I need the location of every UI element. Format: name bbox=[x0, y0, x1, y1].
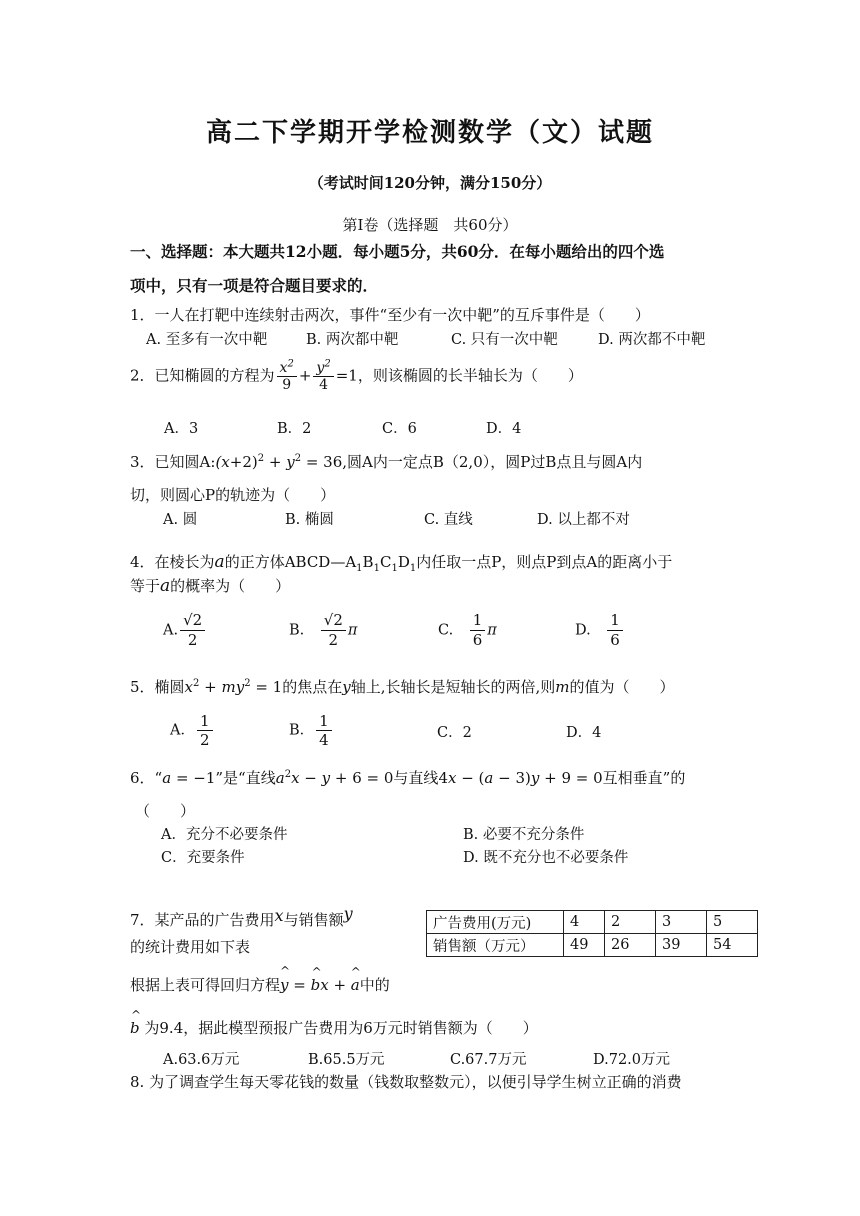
q3-circle-equation: (x bbox=[215, 453, 230, 471]
q4-option-c: C. $\frac{1}{6}$ π bbox=[438, 611, 497, 649]
q7-option-c: C.67.7万元 bbox=[450, 1052, 527, 1068]
exam-info: （考试时间120分钟，满分150分） bbox=[308, 174, 552, 192]
question-2-stem: 2．已知椭圆的方程为 $\frac{x^2}{9}$ + $\frac{y^2}{4}$ =1，则该椭圆的长半轴长为（ ） bbox=[130, 358, 583, 393]
q5-option-a-letter: A． bbox=[170, 722, 195, 739]
q2-option-a: A．3 bbox=[164, 421, 199, 437]
section-heading-line1: 一、选择题：本大题共12小题．每小题5分，共60分．在每小题给出的四个选 bbox=[130, 242, 665, 261]
q5-tail: 的值为（ ） bbox=[569, 678, 675, 696]
table-cell: 26 bbox=[605, 934, 656, 957]
volume-heading: 第Ⅰ卷（选择题 共60分） bbox=[342, 216, 518, 234]
q2-option-b: B．2 bbox=[277, 421, 312, 437]
question-5-stem: 5．椭圆$x^2 + my^2 = 1$的焦点在y轴上,长轴长是短轴长的两倍,则m的值为（ ） bbox=[130, 678, 675, 696]
q2-option-c: C．6 bbox=[382, 421, 417, 437]
q5-option-c: C．2 bbox=[437, 725, 472, 741]
question-7-line2: 的统计费用如下表 bbox=[130, 938, 251, 956]
question-7-line4: b ^ 为9.4，据此模型预报广告费用为6万元时销售额为（ ） bbox=[130, 1008, 538, 1037]
q6-prefix: 6．“ bbox=[130, 769, 163, 787]
q6-option-d: D. 既不充分也不必要条件 bbox=[463, 850, 629, 866]
question-4-line2: 等于a的概率为（ ） bbox=[130, 576, 291, 596]
q3-prefix: 3．已知圆A: bbox=[130, 453, 216, 471]
q6-mid1: ”是“直线 bbox=[215, 769, 276, 787]
q7-line3-suffix: 中的 bbox=[359, 976, 390, 994]
table-cell: 39 bbox=[656, 934, 707, 957]
q4-line2-prefix: 等于 bbox=[130, 577, 161, 595]
q6-suffix: 互相垂直”的 bbox=[602, 769, 686, 787]
q4-prefix: 4．在棱长为 bbox=[130, 553, 215, 571]
q2-suffix: ，则该椭圆的长半轴长为（ ） bbox=[357, 366, 583, 385]
question-3-stem: 3．已知圆$A:(x+2)^2 + y^2 = 36$,圆A内一定点B（2,0），圆P过B点且与圆A内 bbox=[130, 453, 643, 471]
table-cell: 5 bbox=[707, 911, 758, 934]
q5-option-b: B． $\frac{1}{4}$ bbox=[289, 712, 334, 749]
question-6-line2: （ ） bbox=[135, 802, 196, 820]
q7-option-d: D.72.0万元 bbox=[593, 1052, 671, 1068]
q1-option-c: C. 只有一次中靶 bbox=[451, 332, 558, 348]
q7-data-table bbox=[426, 910, 758, 957]
q5-option-b-letter: B． bbox=[289, 722, 315, 739]
q6-option-a: A．充分不必要条件 bbox=[161, 827, 288, 843]
table-row bbox=[427, 934, 758, 957]
section-heading-line2: 项中，只有一项是符合题目要求的． bbox=[130, 276, 379, 295]
q7-mid: 与销售额 bbox=[283, 911, 344, 929]
table-cell: 54 bbox=[707, 934, 758, 957]
q3-option-b: B. 椭圆 bbox=[285, 512, 334, 528]
q4-option-c-letter: C. bbox=[438, 622, 454, 639]
q1-option-a: A. 至多有一次中靶 bbox=[146, 332, 268, 348]
q4-suffix: 内任取一点P，则点P到点A的距离小于 bbox=[416, 553, 673, 571]
table-row-header: 销售额（万元） bbox=[427, 934, 564, 957]
q5-suffix: 轴上,长轴长是短轴长的两倍,则 bbox=[350, 678, 556, 696]
q3-mid: ,圆A内一定点B（2,0），圆P过B点且与圆A内 bbox=[342, 453, 643, 471]
q5-option-d: D．4 bbox=[566, 725, 602, 741]
question-7-stem: 7．某产品的广告费用x与销售额y bbox=[130, 904, 353, 929]
q4-option-a: A. $\frac{√2}{2}$ bbox=[163, 611, 207, 650]
q4-option-a-letter: A. bbox=[163, 622, 179, 639]
q1-option-d: D. 两次都不中靶 bbox=[598, 332, 706, 348]
q2-fraction-y: $\frac{y^2}{4}$ bbox=[313, 360, 333, 393]
question-6-stem: 6．“a = −1”是“直线$a^2x - y + 6 = 0$与直线4x − (a − 3)y + 9 = 0互相垂直”的 bbox=[130, 769, 686, 787]
q5-mid: 的焦点在 bbox=[282, 678, 343, 696]
q1-option-b: B. 两次都中靶 bbox=[306, 332, 399, 348]
q3-option-d: D. 以上都不对 bbox=[537, 512, 630, 528]
question-7-line3 bbox=[130, 964, 390, 995]
q4-option-b: B. $\frac{√2}{2}$ π bbox=[289, 611, 358, 649]
q7-line4: 为9.4，据此模型预报广告费用为6万元时销售额为（ ） bbox=[144, 1019, 538, 1037]
q4-option-b-letter: B. bbox=[289, 622, 305, 639]
q5-option-a: A． $\frac{1}{2}$ bbox=[170, 712, 215, 749]
q7-line3-prefix: 根据上表可得回归方程 bbox=[130, 976, 281, 994]
q7-option-b: B.65.5万元 bbox=[308, 1052, 385, 1068]
page-title: 高二下学期开学检测数学（文）试题 bbox=[205, 118, 654, 148]
table-cell: 4 bbox=[564, 911, 605, 934]
q4-mid: 的正方体ABCD—A bbox=[224, 553, 357, 571]
question-4-stem: 4．在棱长为a的正方体$ABCD—A_1B_1C_1D_1$内任取一点P，则点P到点A的距离小于 bbox=[130, 552, 673, 574]
table-row bbox=[427, 911, 758, 934]
table-cell: 3 bbox=[656, 911, 707, 934]
q6-option-c: C．充要条件 bbox=[161, 850, 245, 866]
q4-option-d: D. $\frac{1}{6}$ bbox=[575, 611, 625, 650]
q6-mid2: 与直线 bbox=[393, 769, 439, 787]
question-1-stem: 1．一人在打靶中连续射击两次，事件“至少有一次中靶”的互斥事件是（ ） bbox=[130, 306, 650, 324]
question-3-line2: 切，则圆心P的轨迹为（ ） bbox=[130, 486, 336, 504]
q2-option-d: D．4 bbox=[486, 421, 522, 437]
table-row-header: 广告费用(万元) bbox=[427, 911, 564, 934]
q7-regression-equation: y ^ = b ^ x + a ^ bbox=[280, 964, 361, 994]
q3-option-c: C. 直线 bbox=[424, 512, 473, 528]
q4-option-d-letter: D. bbox=[575, 622, 591, 639]
q7-prefix: 7．某产品的广告费用 bbox=[130, 911, 275, 929]
q4-line2-suffix: 的概率为（ ） bbox=[170, 577, 291, 595]
table-cell: 49 bbox=[564, 934, 605, 957]
q3-option-a: A. 圆 bbox=[163, 512, 198, 528]
q7-option-a: A.63.6万元 bbox=[163, 1052, 240, 1068]
table-cell: 2 bbox=[605, 911, 656, 934]
q2-prefix: 2．已知椭圆的方程为 bbox=[130, 366, 275, 385]
question-8-stem: 8. 为了调查学生每天零花钱的数量（钱数取整数元），以便引导学生树立正确的消费 bbox=[130, 1073, 682, 1091]
q5-prefix: 5．椭圆 bbox=[130, 678, 185, 696]
q2-fraction-x: $\frac{x^2}{9}$ bbox=[277, 360, 297, 393]
q6-option-b: B. 必要不充分条件 bbox=[463, 827, 585, 843]
